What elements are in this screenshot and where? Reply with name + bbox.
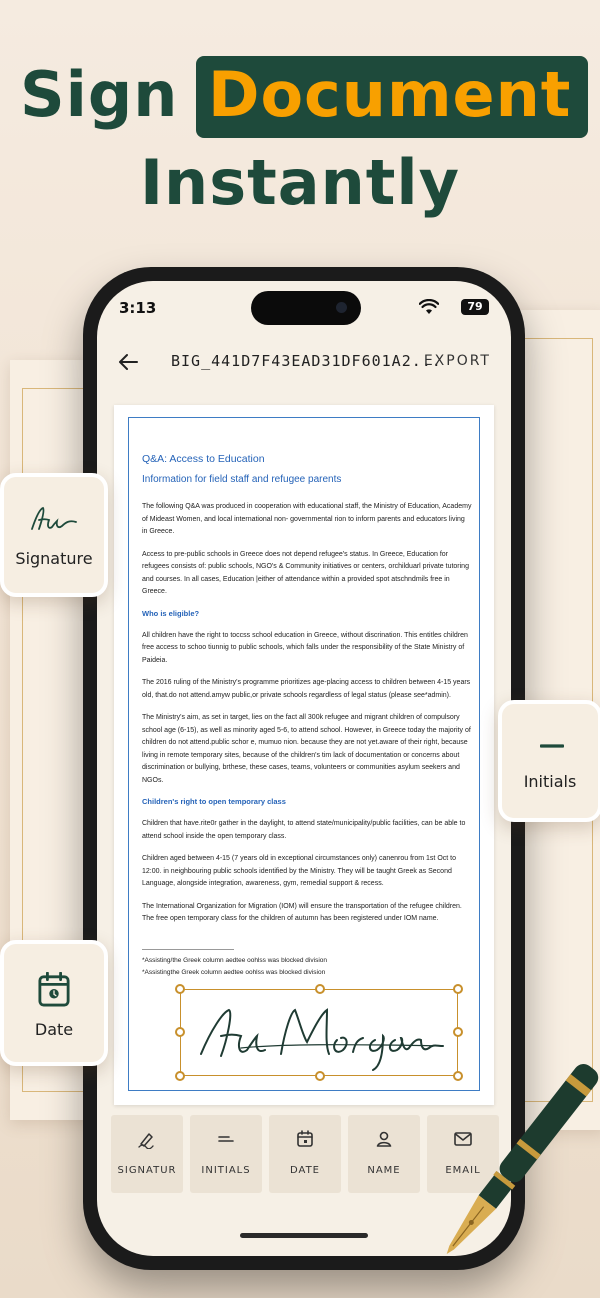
headline [0,50,600,240]
wifi-icon [419,299,439,315]
tool-label: SIGNATUR [117,1165,177,1176]
resize-handle-top-left[interactable] [175,984,185,994]
top-nav [97,343,511,381]
doc-subheading: Information for field staff and refugee parents [142,474,342,485]
footnote-divider [142,949,234,950]
resize-handle-right[interactable] [453,1027,463,1037]
battery-icon: 79 [461,299,489,315]
tool-name[interactable] [348,1115,420,1193]
resize-handle-top-right[interactable] [453,984,463,994]
document-page [114,405,494,1105]
export-button[interactable]: EXPORT [423,353,491,369]
home-indicator[interactable] [240,1233,368,1238]
doc-paragraph: The 2016 ruling of the Ministry's programme prioritizes age-placing access to children between 4-15 years old, that.do not attend.amyw public,or private schools regardless of legal status (please see*admin). [142,679,471,699]
date-card[interactable] [0,940,108,1066]
tool-label: NAME [367,1165,401,1176]
headline-document: Document [208,58,572,131]
document-title: BIG_441D7F43EAD31DF601A2... [171,352,442,370]
footnote: *Assistingthe Greek column aedtee oohlss was blocked division [142,969,326,976]
doc-heading: Q&A: Access to Education [142,453,265,465]
doc-paragraph: Access to pre-public schools in Greece does not depend refugee's status. In Greece, Education for refugees consists of: public schools, NGO's & Community initiatives or centers, orchilduarl private tutoring and courses. In all cases, Education |either of attendance within a provided spot atschndmils free in Greece. [142,550,469,595]
initials-icon [540,742,564,750]
calendar-icon [295,1129,315,1149]
signature-card-label: Signature [15,549,93,568]
footnote: *Assisting/the Greek column aedtee oohlss was blocked division [142,957,327,964]
doc-section-heading: Who is eligible? [142,608,200,618]
doc-paragraph: The following Q&A was produced in cooperation with educational staff, the Ministry of Education, Academy of Mideast Women, and local international non- governmental rion to inform parents and educators living in Greece. [142,503,472,535]
initials-icon [216,1129,236,1149]
resize-handle-left[interactable] [175,1027,185,1037]
tool-date[interactable] [269,1115,341,1193]
calendar-icon [38,972,70,1008]
status-time: 3:13 [119,299,157,317]
back-arrow-icon[interactable] [117,351,139,373]
resize-handle-top[interactable] [315,984,325,994]
tool-initials[interactable] [190,1115,262,1193]
person-icon [374,1129,394,1149]
tool-label: DATE [289,1165,320,1176]
signature-drawing [181,990,459,1077]
initials-card[interactable] [498,700,600,822]
doc-paragraph: All children have the right to toccss school education in Greece, without discrination. This entitles children free access to schoo tiunnig to public schools, which falls under the responsibility of the State Ministry of Paideia. [142,631,468,664]
doc-paragraph: Children aged between 4-15 (7 years old in exceptional circumstances only) canenrou from 1st Oct to 12:00. in neighbouring public schools identified by the Ministry. They will be taught Greek as Second Language, alongside integration, awareness, gym, remedial support & recess. [142,855,456,887]
signature-card[interactable] [0,473,108,597]
dynamic-island [251,291,361,325]
doc-section-heading: Children's right to open temporary class [142,797,286,806]
headline-sign: Sign [20,58,179,131]
pen-icon [137,1129,157,1149]
doc-paragraph: The International Organization for Migration (IOM) will ensure the transportation of the refugee children. The free open temporary class for the children of autumn has been registered under IOM name. [142,902,462,922]
fountain-pen [440,1060,600,1298]
status-indicators [419,297,489,317]
doc-paragraph: The Ministry's aim, as set in target, lies on the fact all 300k refugee and migrant children of compulsory school age (6-15), as well as minority aged 5-6, to attend school. However, in Greece today the majority of children do not attend.public schor e, mumuo nion. because they are not yet.aware of their right, because living in remote temporary sites, because of the children's tim lack of documentation or concerns about discrimination or bullying, brthese, these cases, teams, volunteers or communities asylum seekers and NGOs. [142,714,471,784]
tool-signature[interactable] [111,1115,183,1193]
document-content [142,453,472,936]
tool-label: EMAIL [445,1165,481,1176]
signature-icon [26,503,86,533]
headline-instantly: Instantly [139,146,461,219]
resize-handle-bottom[interactable] [315,1071,325,1081]
resize-handle-bottom-left[interactable] [175,1071,185,1081]
doc-paragraph: Children that have.rite0r gather in the daylight, to attend state/municipality/public facilities, can be able to attend school inside the open temporary class. [142,820,466,840]
tool-label: INITIALS [201,1165,251,1176]
initials-card-label: Initials [523,772,577,791]
doc-footnotes [142,955,472,979]
date-card-label: Date [34,1020,74,1039]
signature-field[interactable] [180,989,458,1076]
